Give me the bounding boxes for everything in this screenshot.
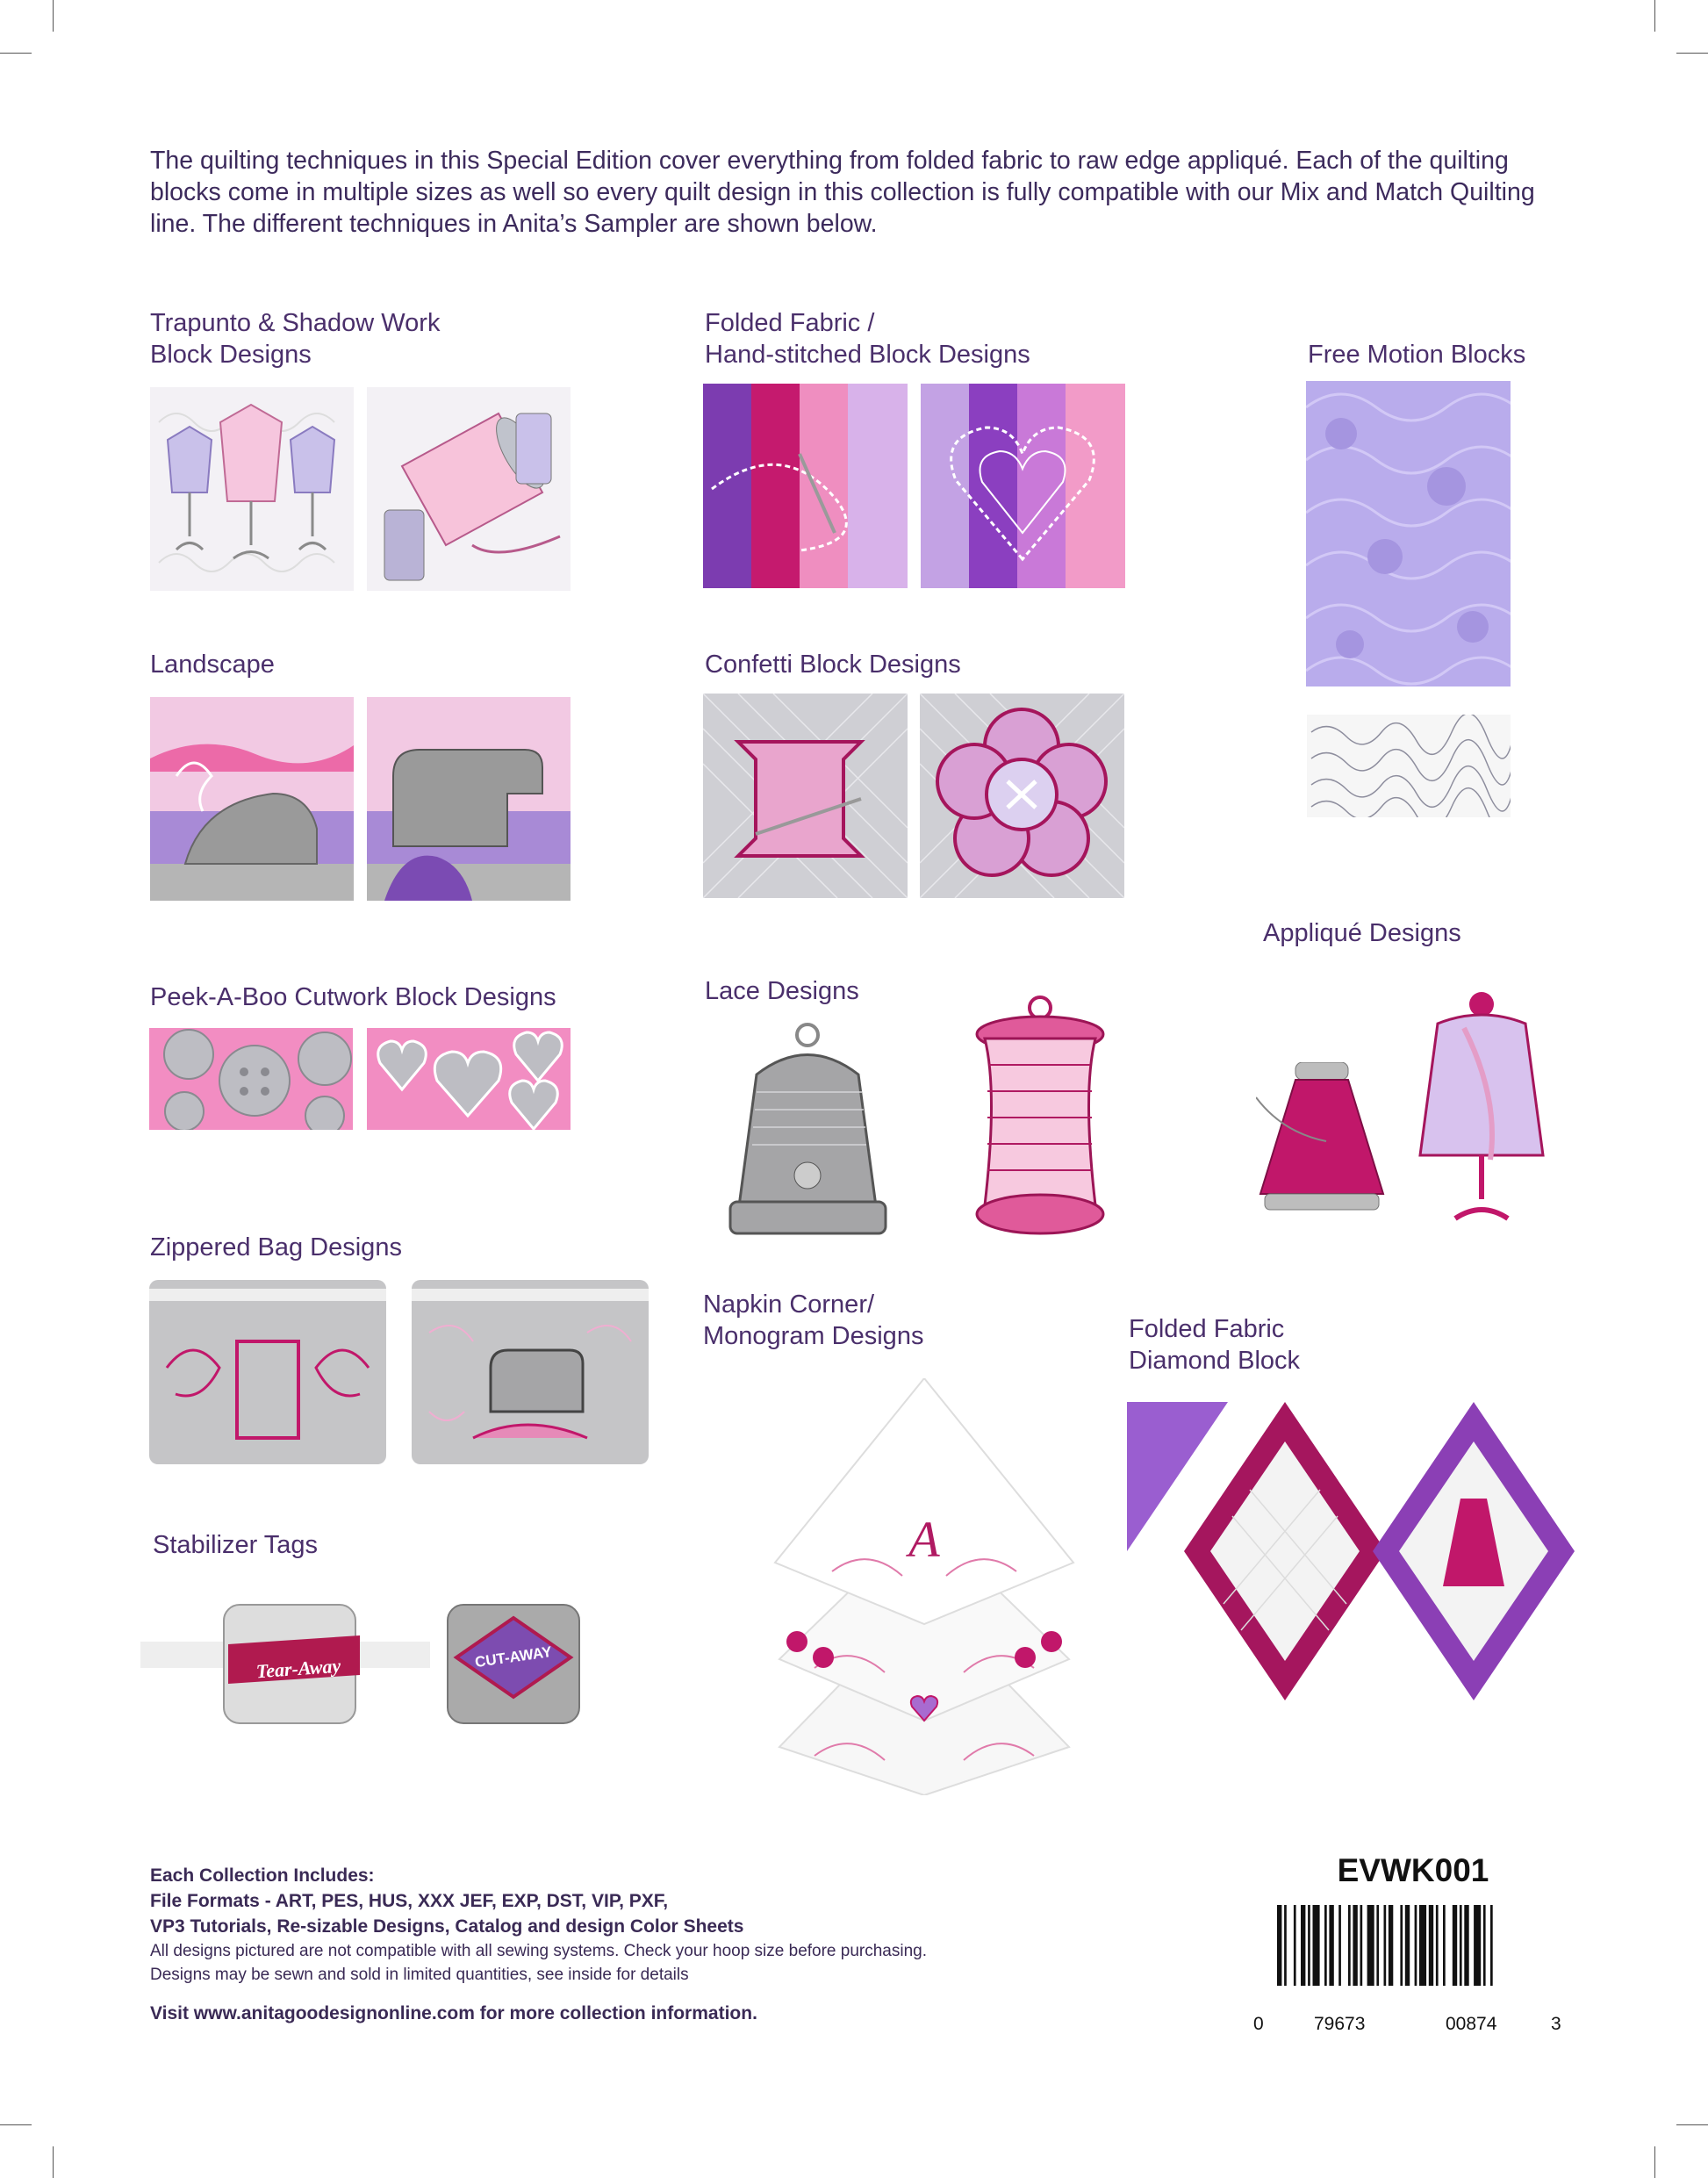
tag-cut-away-label: CUT-AWAY xyxy=(473,1642,553,1671)
footer-formats: File Formats - ART, PES, HUS, XXX JEF, EXP, DST, VIP, PXF, xyxy=(150,1891,669,1911)
heading-folded-fabric: Folded Fabric / Hand-stitched Block Designs xyxy=(705,309,1030,369)
barcode-bar xyxy=(1294,1905,1296,1986)
footer-block xyxy=(150,1863,1116,2026)
barcode-bar xyxy=(1464,1905,1468,1986)
folded-fabric-heart-image xyxy=(921,384,1125,588)
barcode-bar xyxy=(1419,1905,1426,1986)
landscape-sewing-machine-image xyxy=(367,697,571,901)
lace-spool-image xyxy=(972,995,1108,1247)
barcode-bar xyxy=(1400,1905,1403,1986)
barcode-bar xyxy=(1474,1905,1481,1986)
barcode xyxy=(1277,1905,1549,1986)
lace-thimble-image xyxy=(721,1022,894,1247)
free-motion-pattern-image xyxy=(1307,715,1511,817)
zippered-bag-machine-image xyxy=(412,1280,649,1464)
applique-spool-image xyxy=(1256,1062,1392,1211)
crop-mark xyxy=(1676,53,1708,54)
footer-extras: VP3 Tutorials, Re-sizable Designs, Catalog and design Color Sheets xyxy=(150,1916,744,1937)
heading-diamond: Folded Fabric Diamond Block xyxy=(1129,1315,1301,1375)
heading-applique: Appliqué Designs xyxy=(1263,919,1461,947)
barcode-bar xyxy=(1453,1905,1457,1986)
heading-trapunto: Trapunto & Shadow Work Block Designs xyxy=(150,309,441,369)
footer-visit-link[interactable]: Visit www.anitagoodesignonline.com for more collection information. xyxy=(150,2003,757,2023)
heading-napkin: Napkin Corner/ Monogram Designs xyxy=(703,1290,924,1350)
heading-peekaboo: Peek-A-Boo Cutwork Block Designs xyxy=(150,983,556,1011)
barcode-bar xyxy=(1415,1905,1417,1986)
barcode-digits-3: 00874 xyxy=(1446,2014,1497,2034)
barcode-bar xyxy=(1490,1905,1493,1986)
heading-zippered: Zippered Bag Designs xyxy=(150,1233,402,1262)
confetti-spool-image xyxy=(703,694,908,898)
heading-confetti: Confetti Block Designs xyxy=(705,651,961,679)
peekaboo-hearts-image xyxy=(367,1028,571,1130)
barcode-bar xyxy=(1360,1905,1363,1986)
barcode-bar xyxy=(1329,1905,1333,1986)
trapunto-dressforms-image xyxy=(150,387,354,591)
barcode-bar xyxy=(1308,1905,1310,1986)
intro-paragraph: The quilting techniques in this Special Edition cover everything from folded fabric to raw edge appliqué. Each of the quilting blocks come in multiple sizes as well so every quilt design in this collection is fully compatible with our Mix and Match Quilting line. The different techniques in Anita’s Sampler are shown below. xyxy=(150,147,1535,238)
footer-note-1: All designs pictured are not compatible with all sewing systems. Check your hoop size before purchasing. xyxy=(150,1942,928,1960)
crop-mark xyxy=(53,2146,54,2178)
heading-free-motion: Free Motion Blocks xyxy=(1308,341,1526,369)
barcode-bar xyxy=(1313,1905,1320,1986)
barcode-bar xyxy=(1301,1905,1305,1986)
barcode-bar xyxy=(1338,1905,1341,1986)
barcode-bar xyxy=(1367,1905,1374,1986)
crop-mark xyxy=(1654,2146,1655,2178)
free-motion-block-image xyxy=(1306,381,1511,686)
barcode-bar xyxy=(1429,1905,1433,1986)
footer-note-2: Designs may be sewn and sold in limited quantities, see inside for details xyxy=(150,1966,689,1984)
heading-landscape: Landscape xyxy=(150,651,275,679)
confetti-flower-image xyxy=(920,694,1124,898)
barcode-bar xyxy=(1483,1905,1486,1986)
barcode-bar xyxy=(1376,1905,1379,1986)
crop-mark xyxy=(0,2124,32,2125)
barcode-bar xyxy=(1324,1905,1327,1986)
trapunto-thread-spools-image xyxy=(367,387,571,591)
footer-heading: Each Collection Includes: xyxy=(150,1865,375,1886)
tag-tear-away-image xyxy=(140,1587,430,1736)
folded-fabric-diamond-image xyxy=(1127,1402,1576,1700)
zippered-bag-spool-image xyxy=(149,1280,386,1464)
barcode-digit-4: 3 xyxy=(1551,2014,1561,2034)
crop-mark xyxy=(1676,2124,1708,2125)
barcode-digits-2: 79673 xyxy=(1314,2014,1366,2034)
barcode-bar xyxy=(1384,1905,1387,1986)
barcode-bar xyxy=(1353,1905,1357,1986)
landscape-iron-image xyxy=(150,697,354,901)
crop-mark xyxy=(0,53,32,54)
sku-code: EVWK001 xyxy=(1337,1852,1489,1888)
barcode-bar xyxy=(1284,1905,1287,1986)
folded-fabric-needle-image xyxy=(703,384,908,588)
barcode-bar xyxy=(1405,1905,1410,1986)
barcode-bar xyxy=(1436,1905,1439,1986)
barcode-bar xyxy=(1389,1905,1393,1986)
applique-dressform-image xyxy=(1411,988,1561,1227)
crop-mark xyxy=(53,0,54,32)
barcode-bar xyxy=(1348,1905,1351,1986)
tag-tear-away-label: Tear-Away xyxy=(255,1654,342,1683)
barcode-digit-1: 0 xyxy=(1253,2014,1264,2034)
barcode-bar xyxy=(1277,1905,1281,1986)
peekaboo-buttons-image xyxy=(149,1028,353,1130)
heading-lace: Lace Designs xyxy=(705,977,859,1005)
barcode-bar xyxy=(1460,1905,1462,1986)
napkin-monogram-image xyxy=(762,1378,1087,1795)
heading-stabilizer: Stabilizer Tags xyxy=(153,1531,319,1559)
tag-cut-away-image xyxy=(443,1587,592,1736)
barcode-bar xyxy=(1443,1905,1446,1986)
crop-mark xyxy=(1654,0,1655,32)
monogram-letter: A xyxy=(908,1511,940,1568)
